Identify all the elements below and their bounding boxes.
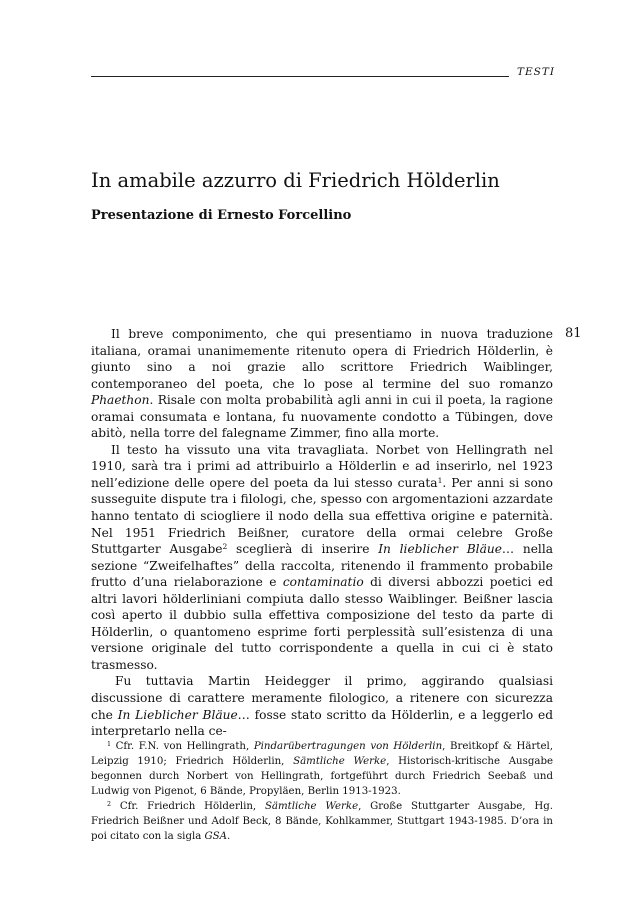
italic-title: Sämtliche Werke (264, 801, 359, 813)
text-run: Fu tuttavia Martin Heidegger il primo, aggirando qualsiasi discussione di carattere meramente filologico, a ritenere con sicurezza che (91, 674, 553, 722)
italic-term: GSA (204, 831, 228, 843)
text-run: . (227, 831, 231, 843)
text-run: Il breve componimento, che qui presentiamo in nuova traduzione italiana, oramai unanimemente ritenuto opera di Friedrich Hölderlin, è giunto sino a noi grazie allo scrittore Friedrich Waiblinger, contemporaneo del poeta, che lo pose al termine del suo romanzo (91, 327, 553, 391)
text-run: , Große Stuttgarter Ausgabe, Hg. Friedrich Beißner und Adolf Beck, 8 Bände, Kohlkammer, Stuttgart 1943-1985. D’ora in poi citato con la sigla (91, 801, 553, 843)
text-run: Il testo ha vissuto una vita travagliata. Norbet von Hellingrath nel 1910, sarà tra i primi ad attribuirlo a Hölderlin e ad inserirlo, nel 1923 nell’edizione delle opere del poeta da lui stesso curata (91, 442, 553, 490)
paragraph-1 (91, 326, 553, 442)
text-run: … fosse stato scritto da Hölderlin, e a leggerlo ed interpretarlo nella ce- (91, 707, 554, 739)
text-run: Cfr. F.N. von Hellingrath, (111, 741, 254, 752)
paragraph-2 (91, 442, 553, 674)
text-run: sceglierà di inserire (227, 542, 379, 557)
text-run: , Historisch-kritische Ausgabe begonnen durch Norbert von Hellingrath, fortgeführt durch Friedrich Seebaß und Ludwig von Pigenot, 6 Bände, Propyläen, Berlin 1913-1923. (91, 756, 553, 798)
article-body (91, 326, 553, 740)
text-run: di diversi abbozzi poetici ed altri lavori hölderliniani compiuta dallo stesso Waiblinger. Beißner lascia così aperto il dubbio sulla effettiva composizione del testo da parte di Hölderlin, o quantomeno esprime forti perplessità sull’esistenza di una versione originale del tutto corrispondente a quella in cui ci è stato trasmesso. (91, 575, 553, 672)
footnote-marker: 1 (107, 740, 112, 748)
text-run: … nella sezione “Zweifelhaftes” della raccolta, ritenendo il frammento probabile frutto d’una rielaborazione e (91, 542, 553, 590)
section-label: TESTI (517, 66, 556, 78)
article-title: In amabile azzurro di Friedrich Hölderlin (91, 169, 500, 192)
paragraph-3 (91, 673, 553, 739)
italic-title: In Lieblicher Bläue (117, 707, 238, 722)
italic-title: In lieblicher Bläue (378, 542, 502, 557)
footnote-1 (91, 739, 553, 799)
italic-title: Pindarübertragungen von Hölderlin (253, 741, 443, 752)
text-run: Cfr. Friedrich Hölderlin, (111, 801, 265, 813)
article-subtitle: Presentazione di Ernesto Forcellino (91, 208, 352, 223)
footnote-2 (91, 799, 553, 844)
footnotes (91, 739, 553, 844)
footnote-ref-2: 2 (222, 542, 228, 552)
footnote-marker: 2 (107, 801, 112, 809)
text-run: . Per anni si sono susseguite dispute tra i filologi, che, spesso con argomentazioni azzardate hanno tentato di sciogliere il nodo della sua effettiva origine e paternità. Nel 1951 Friedrich Beißner, curatore della ormai celebre Große Stuttgarter Ausgabe (91, 475, 553, 557)
italic-term: contaminatio (282, 575, 364, 590)
italic-title: Phaethon (91, 393, 150, 408)
text-run: . Risale con molta probabilità agli anni in cui il poeta, la ragione oramai consumata e lontana, fu nuovamente condotto a Tübingen, dove abitò, nella torre del falegname Zimmer, fino alla morte. (91, 393, 553, 441)
text-run: , Breitkopf & Härtel, Leipzig 1910; Friedrich Hölderlin, (91, 741, 553, 768)
page-number: 81 (565, 326, 582, 341)
italic-title: Sämtliche Werke (293, 756, 387, 768)
header-rule (91, 76, 509, 77)
footnote-ref-1: 1 (437, 476, 443, 486)
